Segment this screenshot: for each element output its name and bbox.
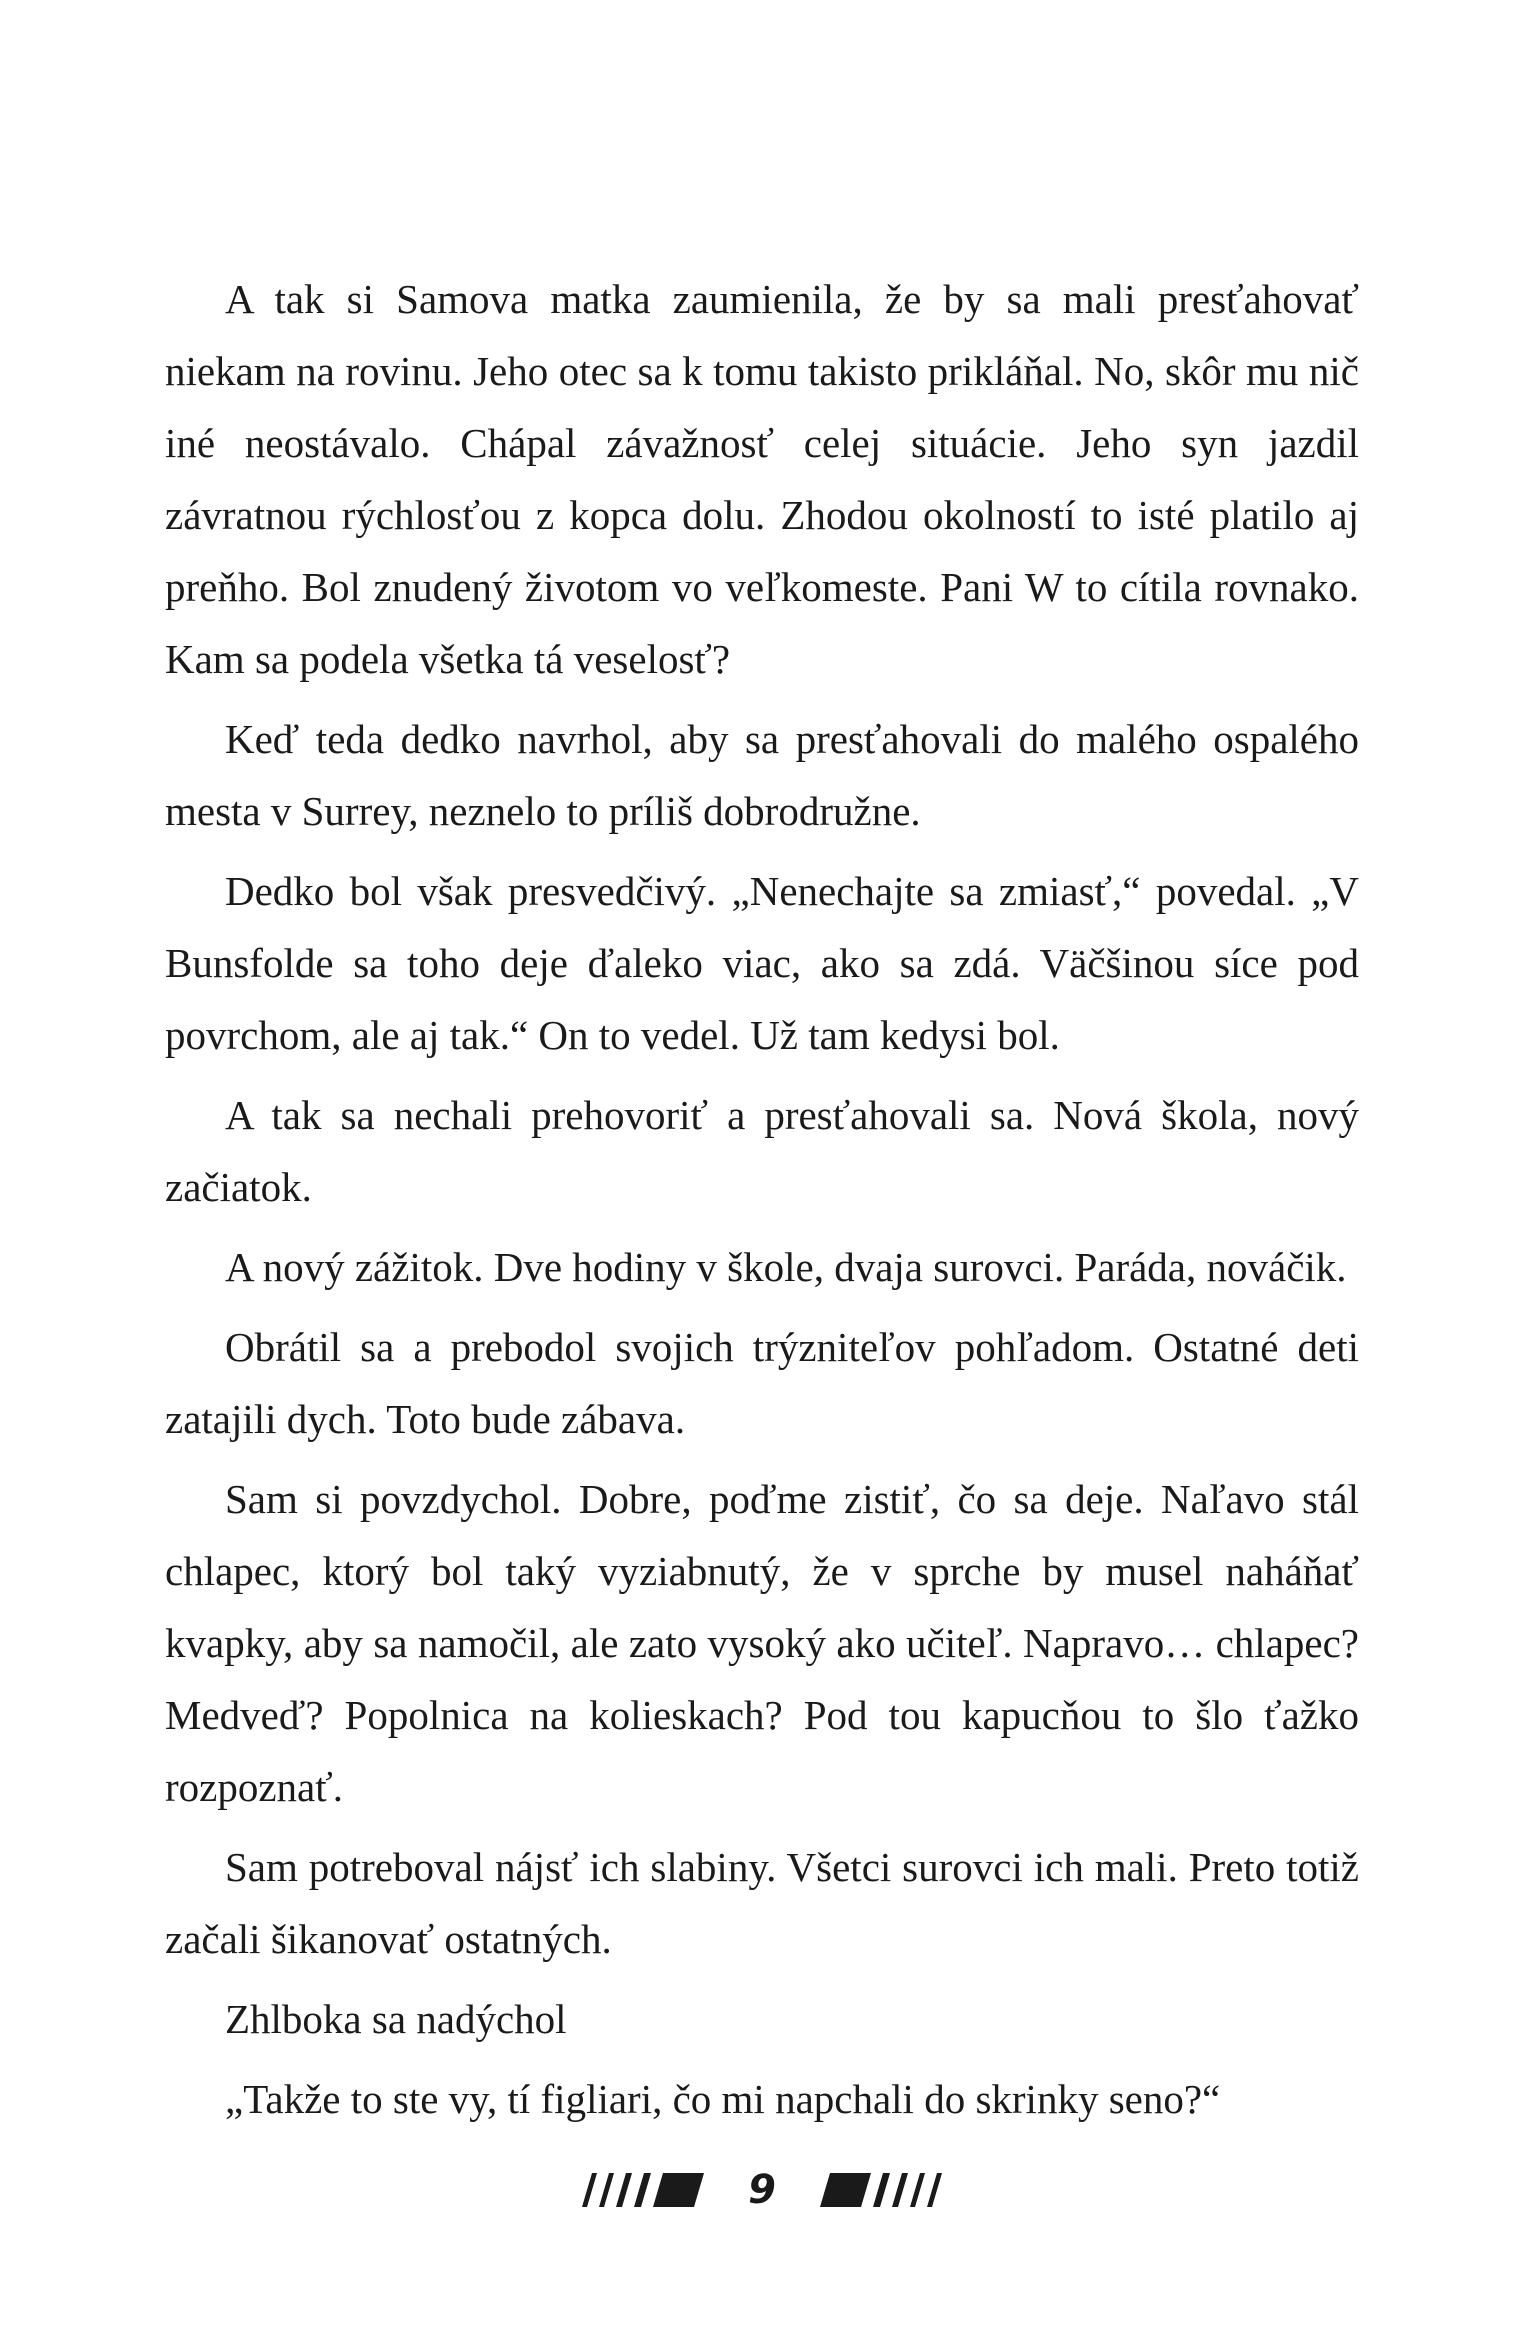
paragraph: Sam si povzdychol. Dobre, poďme zistiť, čo sa deje. Naľavo stál chlapec, ktorý bol taký vyziabnutý, že v sprche by musel naháňať kvapky, aby sa namočil, ale zato vysoký ako učiteľ. Napravo… chlapec? Medveď? Popolnica na kolieskach? Pod tou kapucňou to šlo ťažko rozpoznať. — [165, 1476, 1359, 1810]
paragraph: Dedko bol však presvedčivý. „Nenechajte sa zmiasť,“ povedal. „V Bunsfolde sa toho deje ďaleko viac, ako sa zdá. Väčšinou síce pod povrchom, ale aj tak.“ On to vedel. Už tam kedysi bol. — [165, 868, 1359, 1058]
paragraph: „Takže to ste vy, tí figliari, čo mi napchali do skrinky seno?“ — [225, 2076, 1221, 2122]
paragraph: A nový zážitok. Dve hodiny v škole, dvaja surovci. Paráda, nováčik. — [225, 1244, 1347, 1290]
page-number: 9 — [748, 2167, 776, 2213]
slash-stripes-icon — [572, 2173, 712, 2207]
slash-stripes-icon — [812, 2173, 952, 2207]
paragraph: A tak sa nechali prehovoriť a presťahovali sa. Nová škola, nový začiatok. — [165, 1092, 1359, 1210]
paragraph: A tak si Samova matka zaumienila, že by sa mali presťahovať niekam na rovinu. Jeho otec sa k tomu takisto prikláňal. No, skôr mu nič iné neostávalo. Chápal závažnosť celej situácie. Jeho syn jazdil závratnou rýchlosťou z kopca dolu. Zhodou okolností to isté platilo aj preňho. Bol znudený životom vo veľkomeste. Pani W to cítila rovnako. Kam sa podela všetka tá veselosť? — [165, 276, 1359, 682]
page-footer — [0, 2165, 1524, 2215]
paragraph: Keď teda dedko navrhol, aby sa presťahovali do malého ospalého mesta v Surrey, neznelo to príliš dobrodružne. — [165, 716, 1359, 834]
body-text — [165, 263, 1359, 2143]
paragraph: Obrátil sa a prebodol svojich trýzniteľov pohľadom. Ostatné deti zatajili dych. Toto bude zábava. — [165, 1324, 1359, 1442]
paragraph: Sam potreboval nájsť ich slabiny. Všetci surovci ich mali. Preto totiž začali šikanovať ostatných. — [165, 1844, 1359, 1962]
paragraph: Zhlboka sa nadýchol — [225, 1996, 567, 2042]
